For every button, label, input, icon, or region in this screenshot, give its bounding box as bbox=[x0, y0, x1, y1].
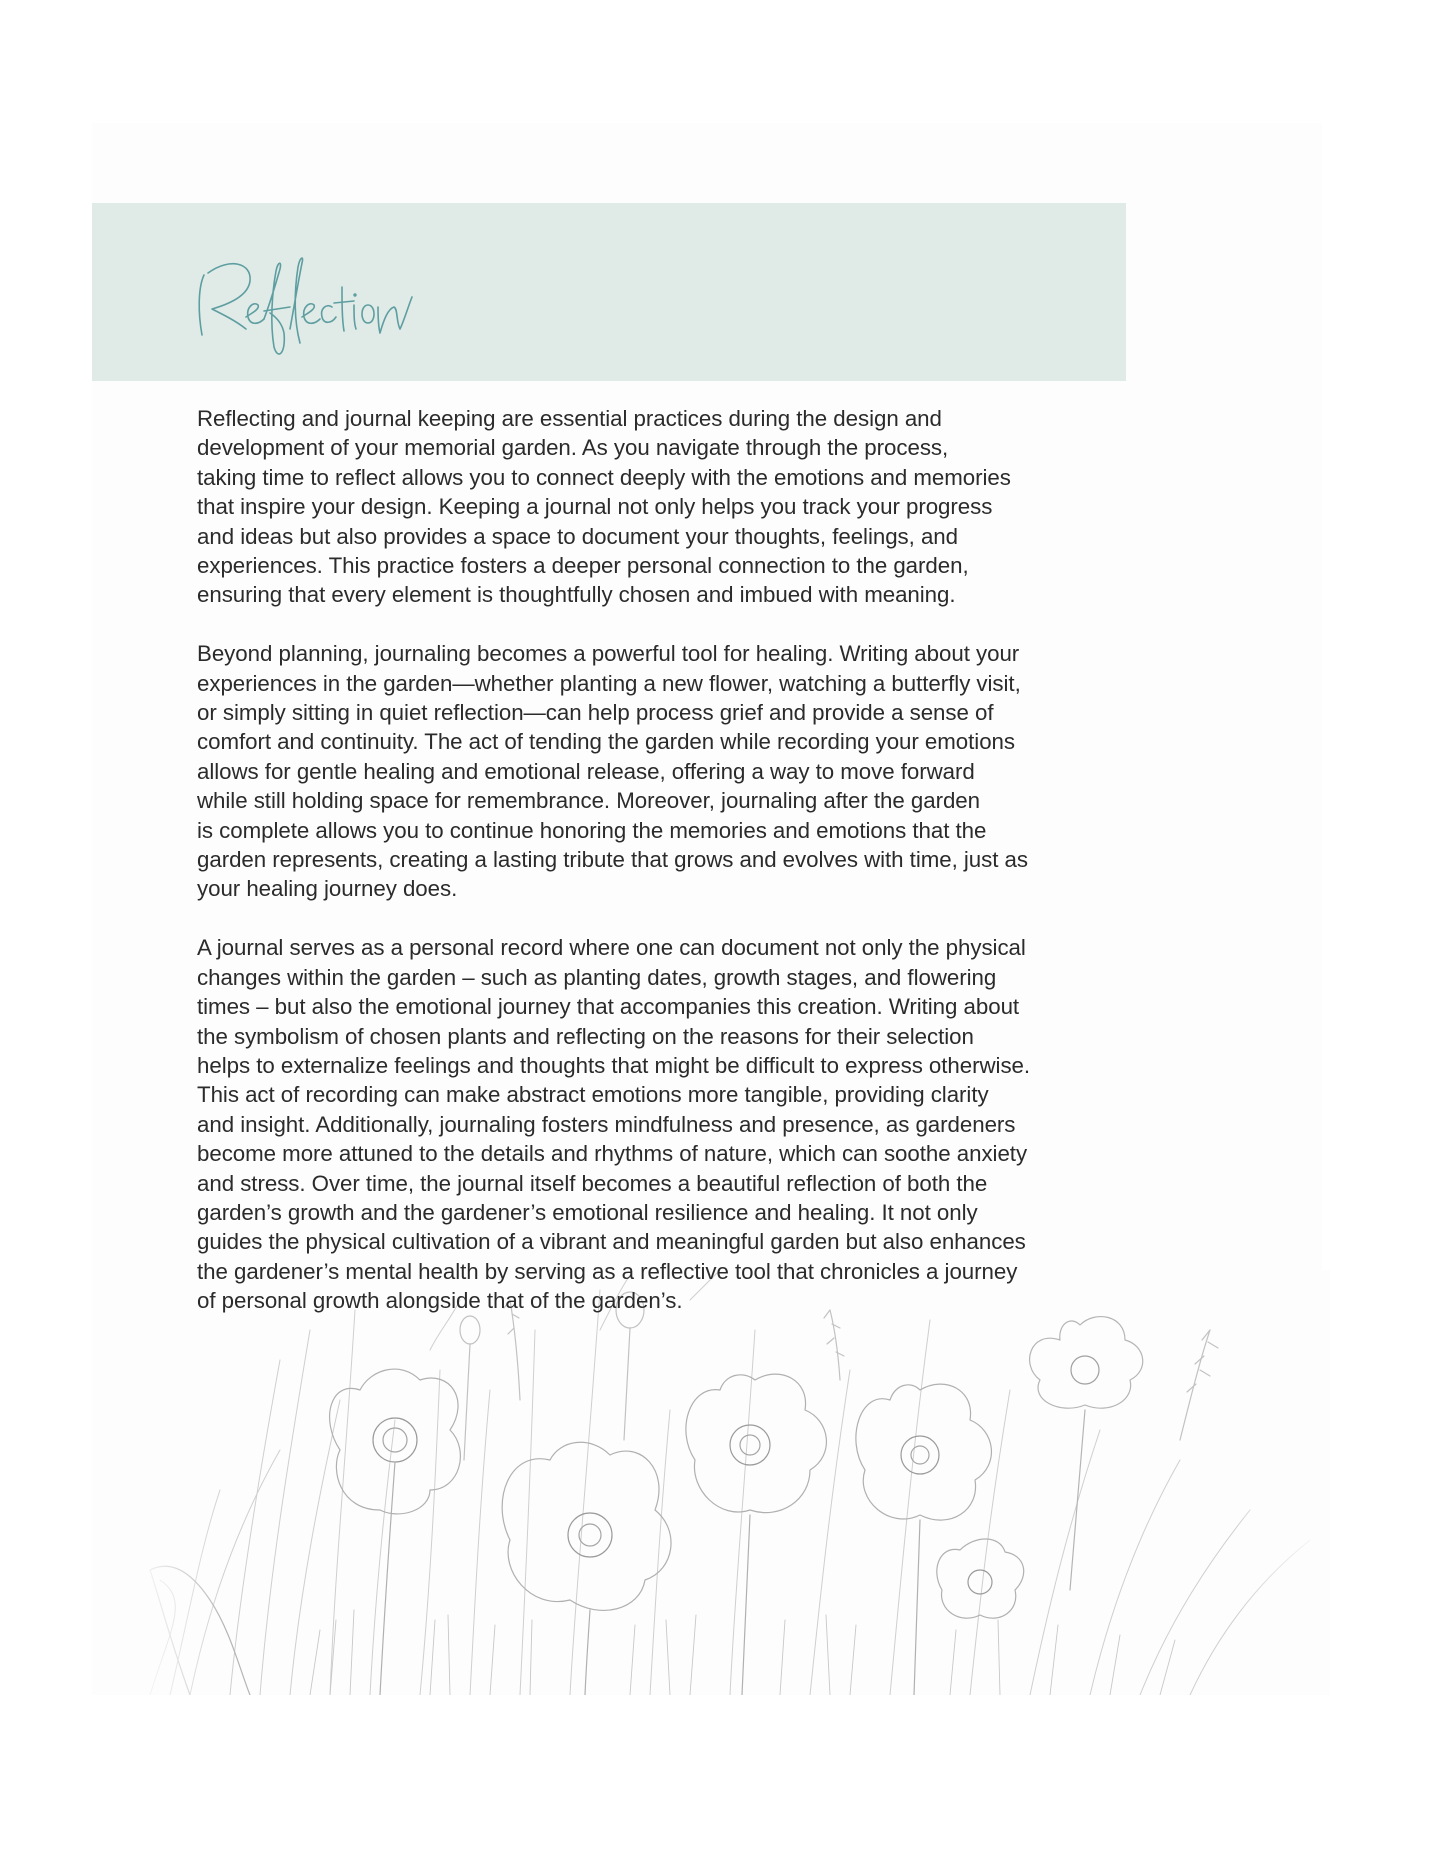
text-line: taking time to reflect allows you to connect deeply with the emotions and memories bbox=[197, 464, 1011, 490]
text-line: become more attuned to the details and rhythms of nature, which can soothe anxiety bbox=[197, 1141, 1028, 1167]
text-line: and insight. Additionally, journaling fosters mindfulness and presence, as gardeners bbox=[197, 1111, 1016, 1137]
text-line: experiences. This practice fosters a deeper personal connection to the garden, bbox=[197, 553, 969, 579]
text-line: A journal serves as a personal record where one can document not only the physical bbox=[197, 935, 1026, 961]
text-line: garden represents, creating a lasting tribute that grows and evolves with time, just as bbox=[197, 847, 1028, 873]
text-line: guides the physical cultivation of a vibrant and meaningful garden but also enhances bbox=[197, 1229, 1026, 1255]
paragraph-1 bbox=[197, 404, 1137, 610]
text-line: development of your memorial garden. As you navigate through the process, bbox=[197, 435, 949, 461]
text-line: helps to externalize feelings and thoughts that might be difficult to express otherwise. bbox=[197, 1052, 1031, 1078]
text-line: allows for gentle healing and emotional release, offering a way to move forward bbox=[197, 758, 975, 784]
text-line: while still holding space for remembrance. Moreover, journaling after the garden bbox=[197, 788, 981, 814]
text-line: garden’s growth and the gardener’s emotional resilience and healing. It not only bbox=[197, 1199, 978, 1225]
text-line: that inspire your design. Keeping a journal not only helps you track your progress bbox=[197, 494, 993, 520]
text-line: the symbolism of chosen plants and reflecting on the reasons for their selection bbox=[197, 1023, 974, 1049]
text-line: is complete allows you to continue honoring the memories and emotions that the bbox=[197, 817, 987, 843]
text-line: and ideas but also provides a space to document your thoughts, feelings, and bbox=[197, 523, 958, 549]
text-line: of personal growth alongside that of the garden’s. bbox=[197, 1288, 683, 1314]
script-title-glyphs bbox=[190, 243, 430, 363]
text-line: experiences in the garden—whether planting a new flower, watching a butterfly visit, bbox=[197, 670, 1021, 696]
text-line: the gardener’s mental health by serving as a reflective tool that chronicles a journey bbox=[197, 1258, 1018, 1284]
text-line: Beyond planning, journaling becomes a powerful tool for healing. Writing about your bbox=[197, 641, 1020, 667]
page-title bbox=[190, 243, 430, 363]
text-line: times – but also the emotional journey that accompanies this creation. Writing about bbox=[197, 994, 1020, 1020]
text-line: or simply sitting in quiet reflection—can help process grief and provide a sense of bbox=[197, 700, 994, 726]
text-line: This act of recording can make abstract emotions more tangible, providing clarity bbox=[197, 1082, 989, 1108]
body-content bbox=[197, 404, 1137, 1345]
text-line: Reflecting and journal keeping are essential practices during the design and bbox=[197, 406, 942, 431]
paragraph-2 bbox=[197, 639, 1137, 904]
text-line: comfort and continuity. The act of tending the garden while recording your emotions bbox=[197, 729, 1016, 755]
text-line: ensuring that every element is thoughtfully chosen and imbued with meaning. bbox=[197, 582, 956, 608]
text-line: changes within the garden – such as planting dates, growth stages, and flowering bbox=[197, 964, 997, 990]
text-line: and stress. Over time, the journal itself becomes a beautiful reflection of both the bbox=[197, 1170, 988, 1196]
paragraph-3 bbox=[197, 933, 1137, 1315]
text-line: your healing journey does. bbox=[197, 876, 458, 902]
